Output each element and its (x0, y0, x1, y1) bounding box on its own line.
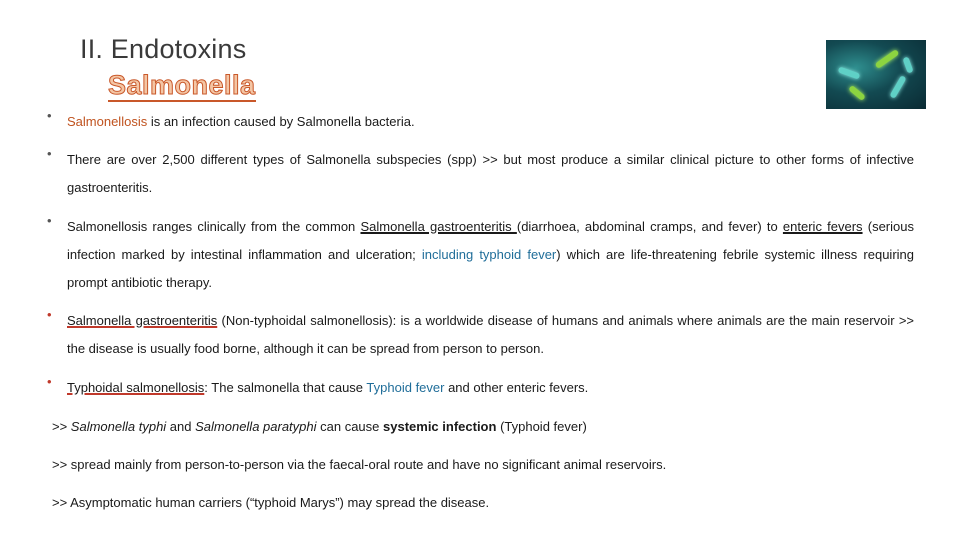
term-salmonella-gastroenteritis: Salmonella gastroenteritis (360, 219, 517, 234)
term-typhoid-fever-2: Typhoid fever (366, 380, 445, 395)
bullet-clinical-range: • Salmonellosis ranges clinically from the common Salmonella gastroenteritis (diarrhoea, abdominal cramps, and fever) to enteric fevers (serious infection marked by intestinal inflammation and ulceration; including typhoid fever) which are life-threatening febrile systemic illness requiring prompt antibiotic therapy. (44, 213, 914, 297)
term-typhoidal-salmonellosis: Typhoidal salmonellosis (67, 380, 205, 395)
slide-content (44, 108, 914, 517)
term-salmonella-gastroenteritis-2: Salmonella gastroenteritis (67, 313, 218, 328)
slide-title: II. Endotoxins (80, 34, 247, 64)
term-enteric-fevers: enteric fevers (782, 219, 863, 234)
note-carriers: >> Asymptomatic human carriers (“typhoid Marys”) may spread the disease. (52, 495, 490, 510)
note-typhi-paratyphi: >> Salmonella typhi and Salmonella paratyphi can cause systemic infection (Typhoid fever) (52, 419, 587, 434)
term-salmonellosis: Salmonellosis (67, 114, 148, 129)
bullet-salmonella-types: • There are over 2,500 different types of Salmonella subspecies (spp) >> but most produce a similar clinical picture to other forms of infective gastroenteritis. (44, 146, 914, 202)
bullet-non-typhoidal: • Salmonella gastroenteritis (Non-typhoidal salmonellosis): is a worldwide disease of humans and animals where animals are the main reservoir >> the disease is usually food borne, although it can be spread from person to person. (44, 307, 914, 363)
salmonella-bacteria-image (826, 40, 926, 109)
note-transmission: >> spread mainly from person-to-person via the faecal-oral route and have no significant animal reservoirs. (52, 457, 667, 472)
bullet-salmonellosis-definition: • Salmonellosis is an infection caused by Salmonella bacteria. (44, 108, 914, 136)
term-typhoid-fever: including typhoid fever (421, 247, 557, 262)
bullet-typhoidal: • Typhoidal salmonellosis: The salmonella that cause Typhoid fever and other enteric fevers. (44, 374, 914, 402)
subtitle-underline (108, 100, 256, 102)
slide-subtitle: Salmonella (108, 70, 256, 100)
